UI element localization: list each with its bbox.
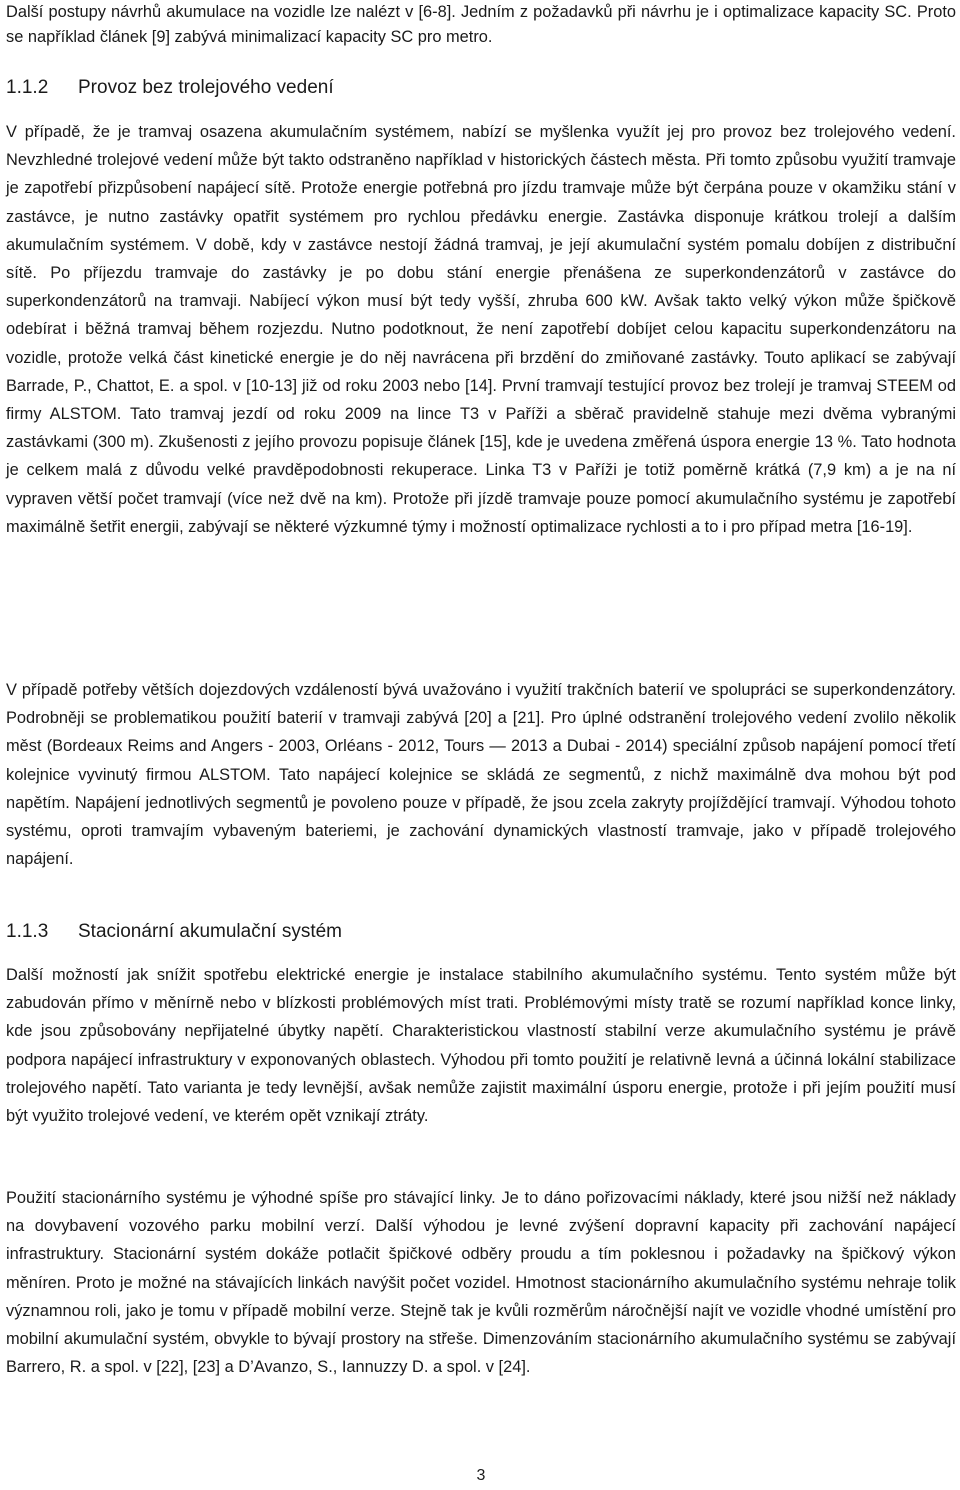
section-1-1-3-paragraph-1: Další možností jak snížit spotřebu elektrické energie je instalace stabilního akumulačního systému. Tento systém může být zabudován přímo v měnírně nebo v blízkosti problémových míst trati. Problémovými místy tratě se rozumí například konce linky, kde jsou způsobovány nepřijatelné úbytky napětí. Charakteristickou vlastností stabilní verze akumulačního systému je právě podpora napájecí infrastruktury v exponovaných oblastech. Výhodou při tomto použití je relativně levná a účinná lokální stabilizace trolejového napětí. Tato varianta je tedy levnější, avšak nemůže zajistit maximální úsporu energie, protože i při jejím použití musí být využito trolejové vedení, ve kterém opět vznikají ztráty. (6, 966, 956, 1126)
intro-paragraph: Další postupy návrhů akumulace na vozidle lze nalézt v [6-8]. Jedním z požadavků při návrhu je i optimalizace kapacity SC. Proto se například článek [9] zabývá minimalizací kapacity SC pro metro. (6, 3, 956, 46)
section-1-1-3-paragraph-2: Použití stacionárního systému je výhodné spíše pro stávající linky. Je to dáno pořizovacími náklady, které jsou nižší než náklady na dovybavení vozového parku mobilní verzí. Další výhodou je levné zvýšení dopravní kapacity při zachování napájecí infrastruktury. Stacionární systém dokáže potlačit špičkové odběry proudu a tím poklesnou i požadavky na špičkový výkon měníren. Proto je možné na stávajících linkách navýšit počet vozidel. Hmotnost stacionárního akumulačního systému nehraje tolik významnou roli, jako je tomu v případě mobilní verze. Stejně tak je kvůli rozměrům náročnější najít ve vozidle vhodné umístění pro mobilní akumulační systém, obvykle to bývají prostory na střeše. Dimenzováním stacionárního akumulačního systému se zabývají Barrero, R. a spol. v [22], [23] a D’Avanzo, S., Iannuzzy D. a spol. v [24]. (6, 1189, 956, 1377)
section-heading-1-1-3 (6, 918, 956, 946)
section-1-1-2-paragraph-2: V případě potřeby větších dojezdových vzdáleností bývá uvažováno i využití trakčních baterií ve spolupráci se superkondenzátory. Podrobněji se problematikou použití baterií v tramvaji zabývá [20] a [21]. Pro úplné odstranění trolejového vedení zvolilo několik měst (Bordeaux Reims and Angers - 2003, Orléans - 2012, Tours — 2013 a Dubai - 2014) speciální způsob napájení pomocí třetí kolejnice vyvinutý firmou ALSTOM. Tato napájecí kolejnice se skládá ze segmentů, z nichž maximálně dva mohou být pod napětím. Napájení jednotlivých segmentů je povoleno pouze v případě, že jsou zcela zakryty projíždějící tramvají. Výhodou tohoto systému, oproti tramvajím vybaveným bateriemi, je zachování dynamických vlastností tramvaje, jako v případě trolejového napájení. (6, 681, 956, 869)
section-1-1-2-paragraph-1: V případě, že je tramvaj osazena akumulačním systémem, nabízí se myšlenka využít jej pro provoz bez trolejového vedení. Nevzhledné trolejové vedení může být takto odstraněno například v historických částech města. Při tomto způsobu využití tramvaje je zapotřebí přizpůsobení napájecí sítě. Protože energie potřebná pro jízdu tramvaje může být čerpána pouze v okamžiku stání v zastávce, je nutno zastávky opatřit systémem pro rychlou předávku energie. Zastávka disponuje krátkou trolejí a dalším akumulačním systémem. V době, kdy v zastávce nestojí žádná tramvaj, je její akumulační systém pomalu dobíjen z distribuční sítě. Po příjezdu tramvaje do zastávky je po dobu stání energie přenášena ze superkondenzátorů v zastávce do superkondenzátorů na tramvaji. Nabíjecí výkon musí být tedy vyšší, zhruba 600 kW. Avšak takto velký výkon může špičkově odebírat i běžná tramvaj během rozjezdu. Nutno podotknout, že není zapotřebí dobíjet celou kapacitu superkondenzátoru na vozidle, protože velká část kinetické energie je do něj navrácena při brzdění do zmiňované zastávky. Touto aplikací se zabývají Barrade, P., Chattot, E. a spol. v [10-13] již od roku 2003 nebo [14]. První tramvají testující provoz bez trolejí je tramvaj STEEM od firmy ALSTOM. Tato tramvaj jezdí od roku 2009 na lince T3 v Paříži a sběrač pravidelně stahuje mezi dvěma vybranými zastávkami (300 m). Zkušenosti z jejího provozu popisuje článek [15], kde je uvedena změřená úspora energie 13 %. Tato hodnota je celkem malá z důvodu velké pravděpodobnosti rekuperace. Linka T3 v Paříži je totiž poměrně krátká (7,9 km) a je na ní vypraven větší počet tramvají (více než dvě na km). Protože při jízdě tramvaje pouze pomocí akumulačního systému je zapotřebí maximálně šetřit energii, zabývají se některé výzkumné týmy i možností optimalizace rychlosti a to i pro případ metra [16-19]. (6, 123, 956, 536)
section-number: 1.1.2 (6, 77, 49, 98)
section-title: Provoz bez trolejového vedení (78, 77, 334, 98)
page-number: 3 (476, 1467, 486, 1484)
section-number: 1.1.3 (6, 921, 49, 942)
section-title: Stacionární akumulační systém (78, 921, 343, 942)
section-heading-1-1-2 (6, 74, 956, 102)
document-page (6, 0, 956, 1490)
